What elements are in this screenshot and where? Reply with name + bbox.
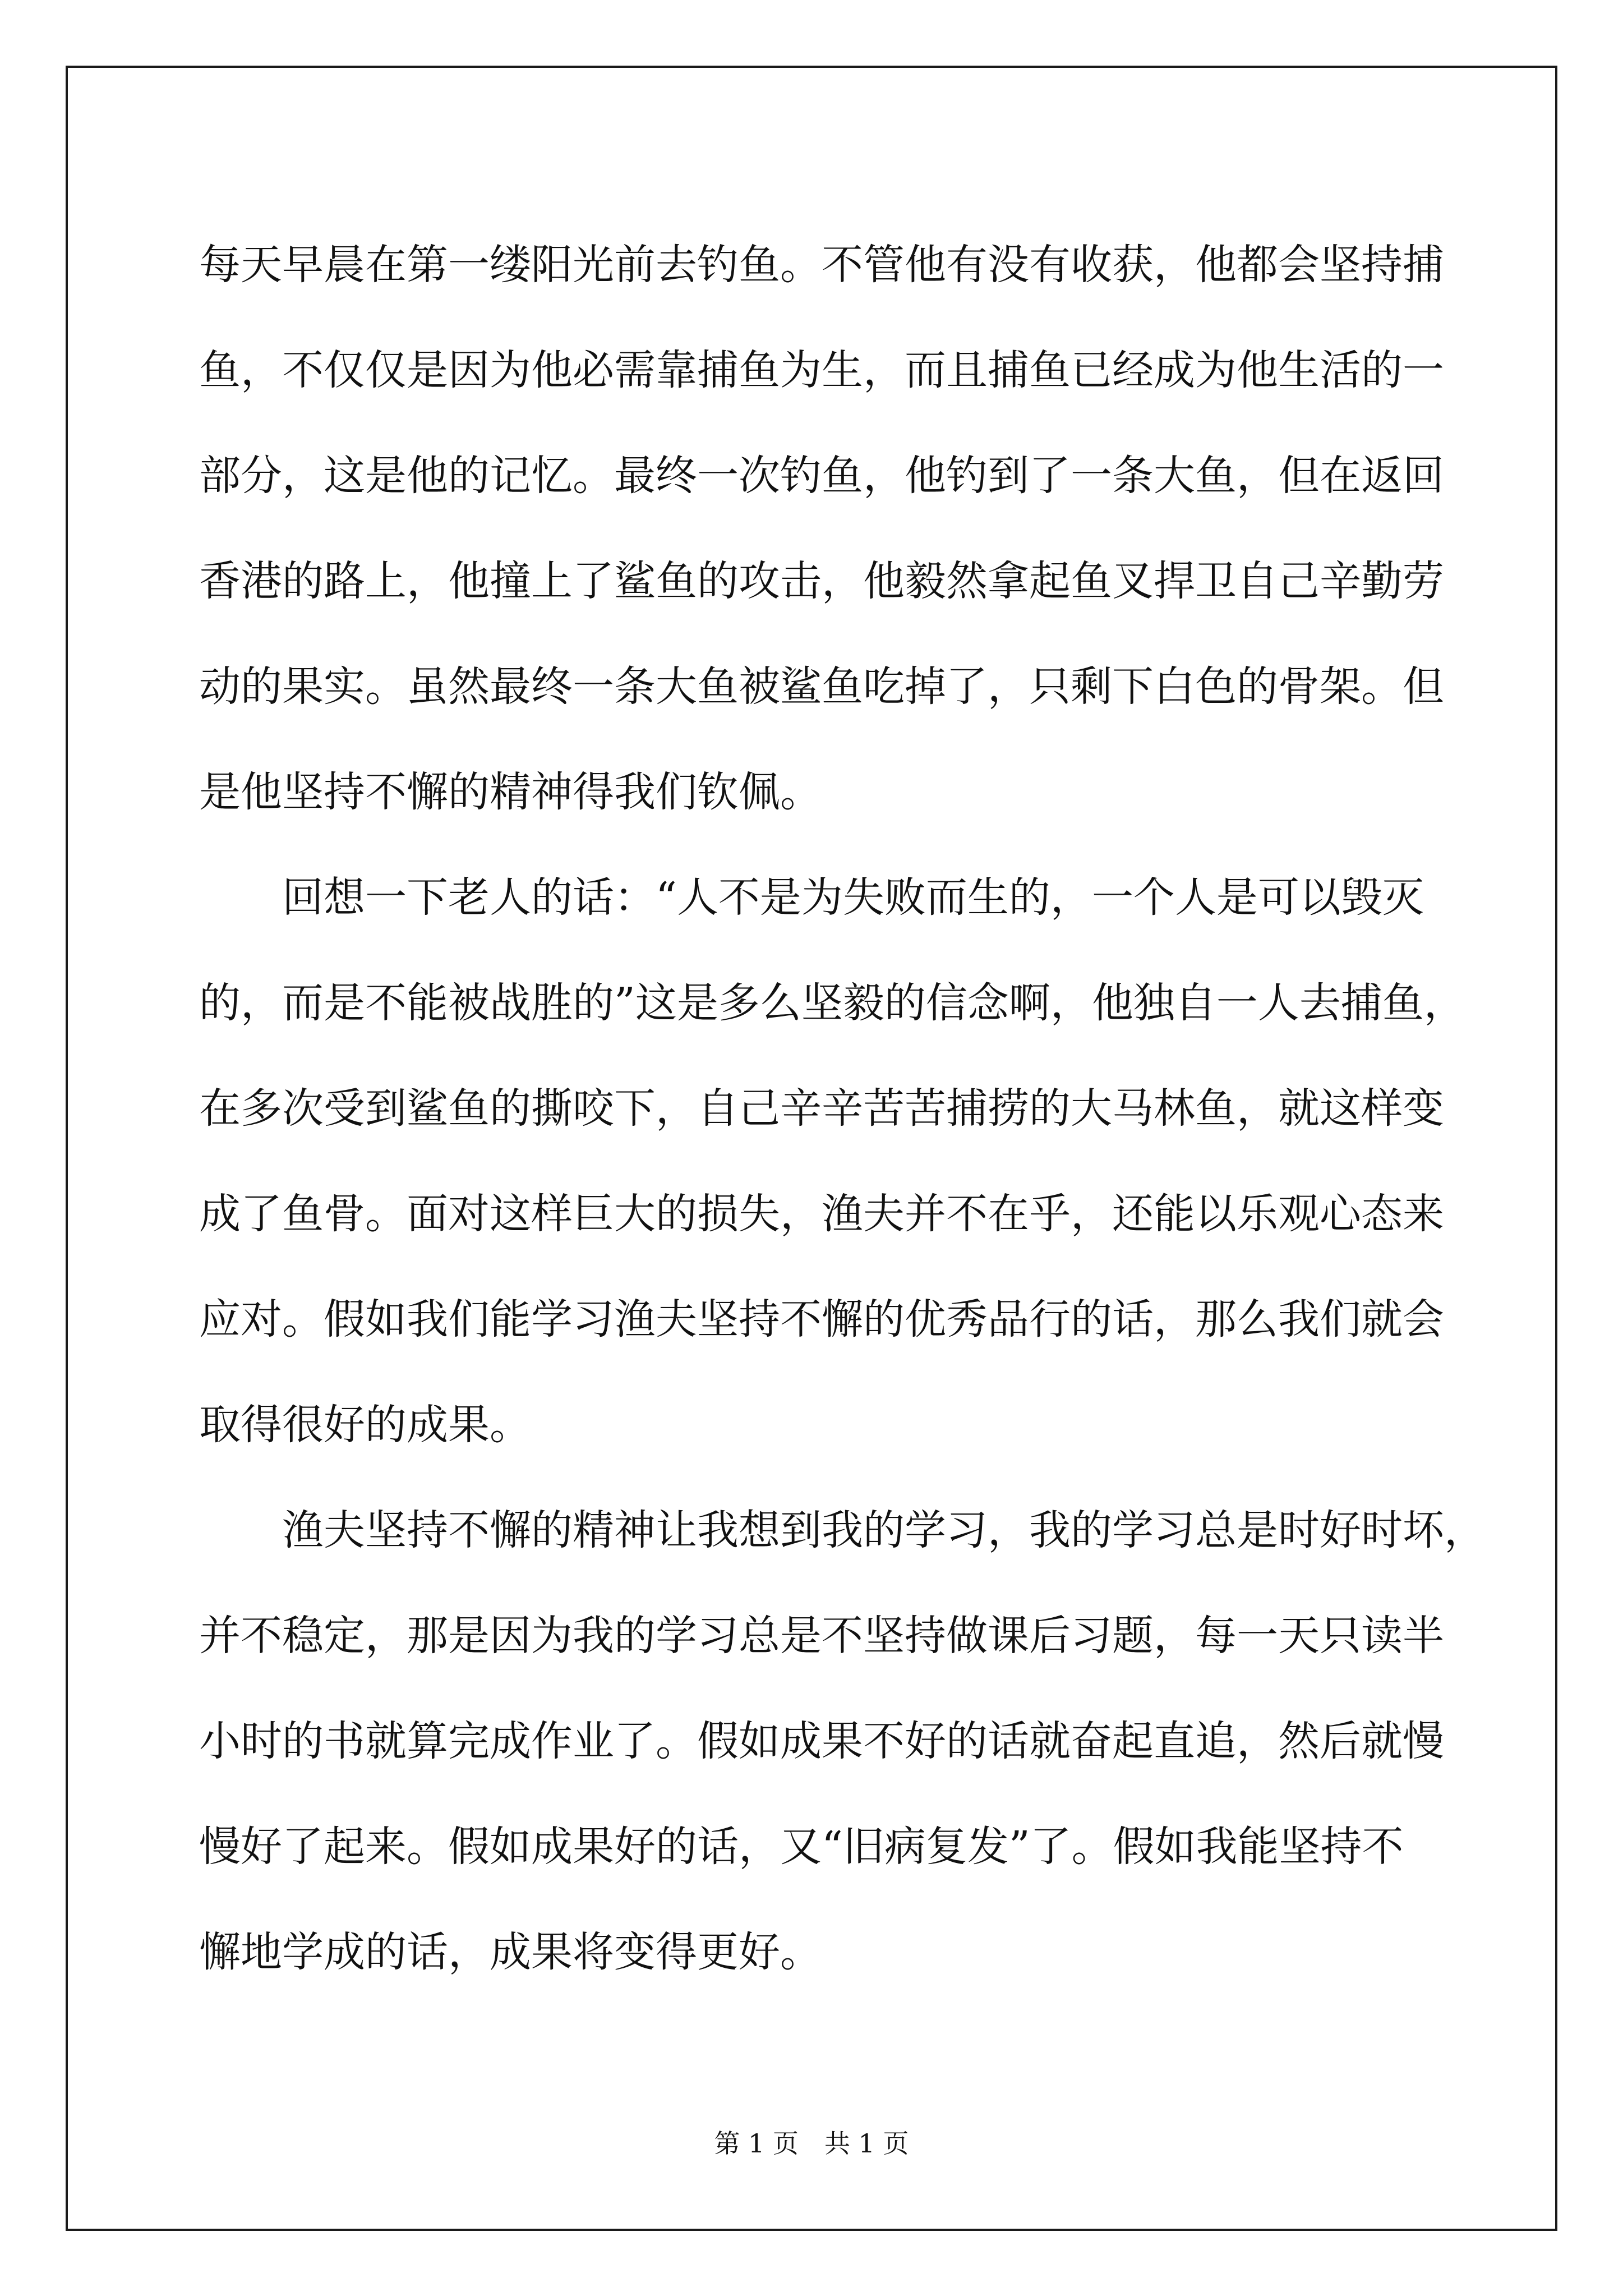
text-line: 慢好了起来。假如成果好的话，又“旧病复发”了。假如我能坚持不 [199, 1823, 1404, 1871]
text-line: 每天早晨在第一缕阳光前去钓鱼。不管他有没有收获，他都会坚持捕 [199, 241, 1444, 289]
document-body [199, 212, 1486, 2005]
text-line: 并不稳定，那是因为我的学习总是不坚持做课后习题，每一天只读半 [199, 1612, 1444, 1660]
text-line: 成了鱼骨。面对这样巨大的损失，渔夫并不在乎，还能以乐观心态来 [199, 1190, 1444, 1238]
text-line: 取得很好的成果。 [199, 1401, 531, 1449]
text-line: 鱼，不仅仅是因为他必需靠捕鱼为生，而且捕鱼已经成为他生活的一 [199, 346, 1444, 394]
text-line: 动的果实。虽然最终一条大鱼被鲨鱼吃掉了，只剩下白色的骨架。但 [199, 662, 1444, 711]
text-line: 应对。假如我们能学习渔夫坚持不懈的优秀品行的话，那么我们就会 [199, 1295, 1444, 1343]
text-line: 的，而是不能被战胜的”这是多么坚毅的信念啊，他独自一人去捕鱼， [199, 979, 1465, 1027]
text-line: 回想一下老人的话：“人不是为失败而生的，一个人是可以毁灭 [199, 873, 1424, 922]
text-line: 小时的书就算完成作业了。假如成果不好的话就奋起直追，然后就慢 [199, 1717, 1444, 1765]
text-line: 在多次受到鲨鱼的撕咬下，自己辛辛苦苦捕捞的大马林鱼，就这样变 [199, 1084, 1444, 1133]
text-line: 懈地学成的话，成果将变得更好。 [199, 1928, 822, 1976]
page-number-footer: 第 1 页 共 1 页 [714, 2128, 909, 2159]
text-line: 是他坚持不懈的精神得我们钦佩。 [199, 768, 822, 816]
text-line: 香港的路上，他撞上了鲨鱼的攻击，他毅然拿起鱼叉捍卫自己辛勤劳 [199, 557, 1444, 605]
text-line: 渔夫坚持不懈的精神让我想到我的学习，我的学习总是时好时坏， [199, 1506, 1486, 1554]
text-line: 部分，这是他的记忆。最终一次钓鱼，他钓到了一条大鱼，但在返回 [199, 452, 1444, 500]
